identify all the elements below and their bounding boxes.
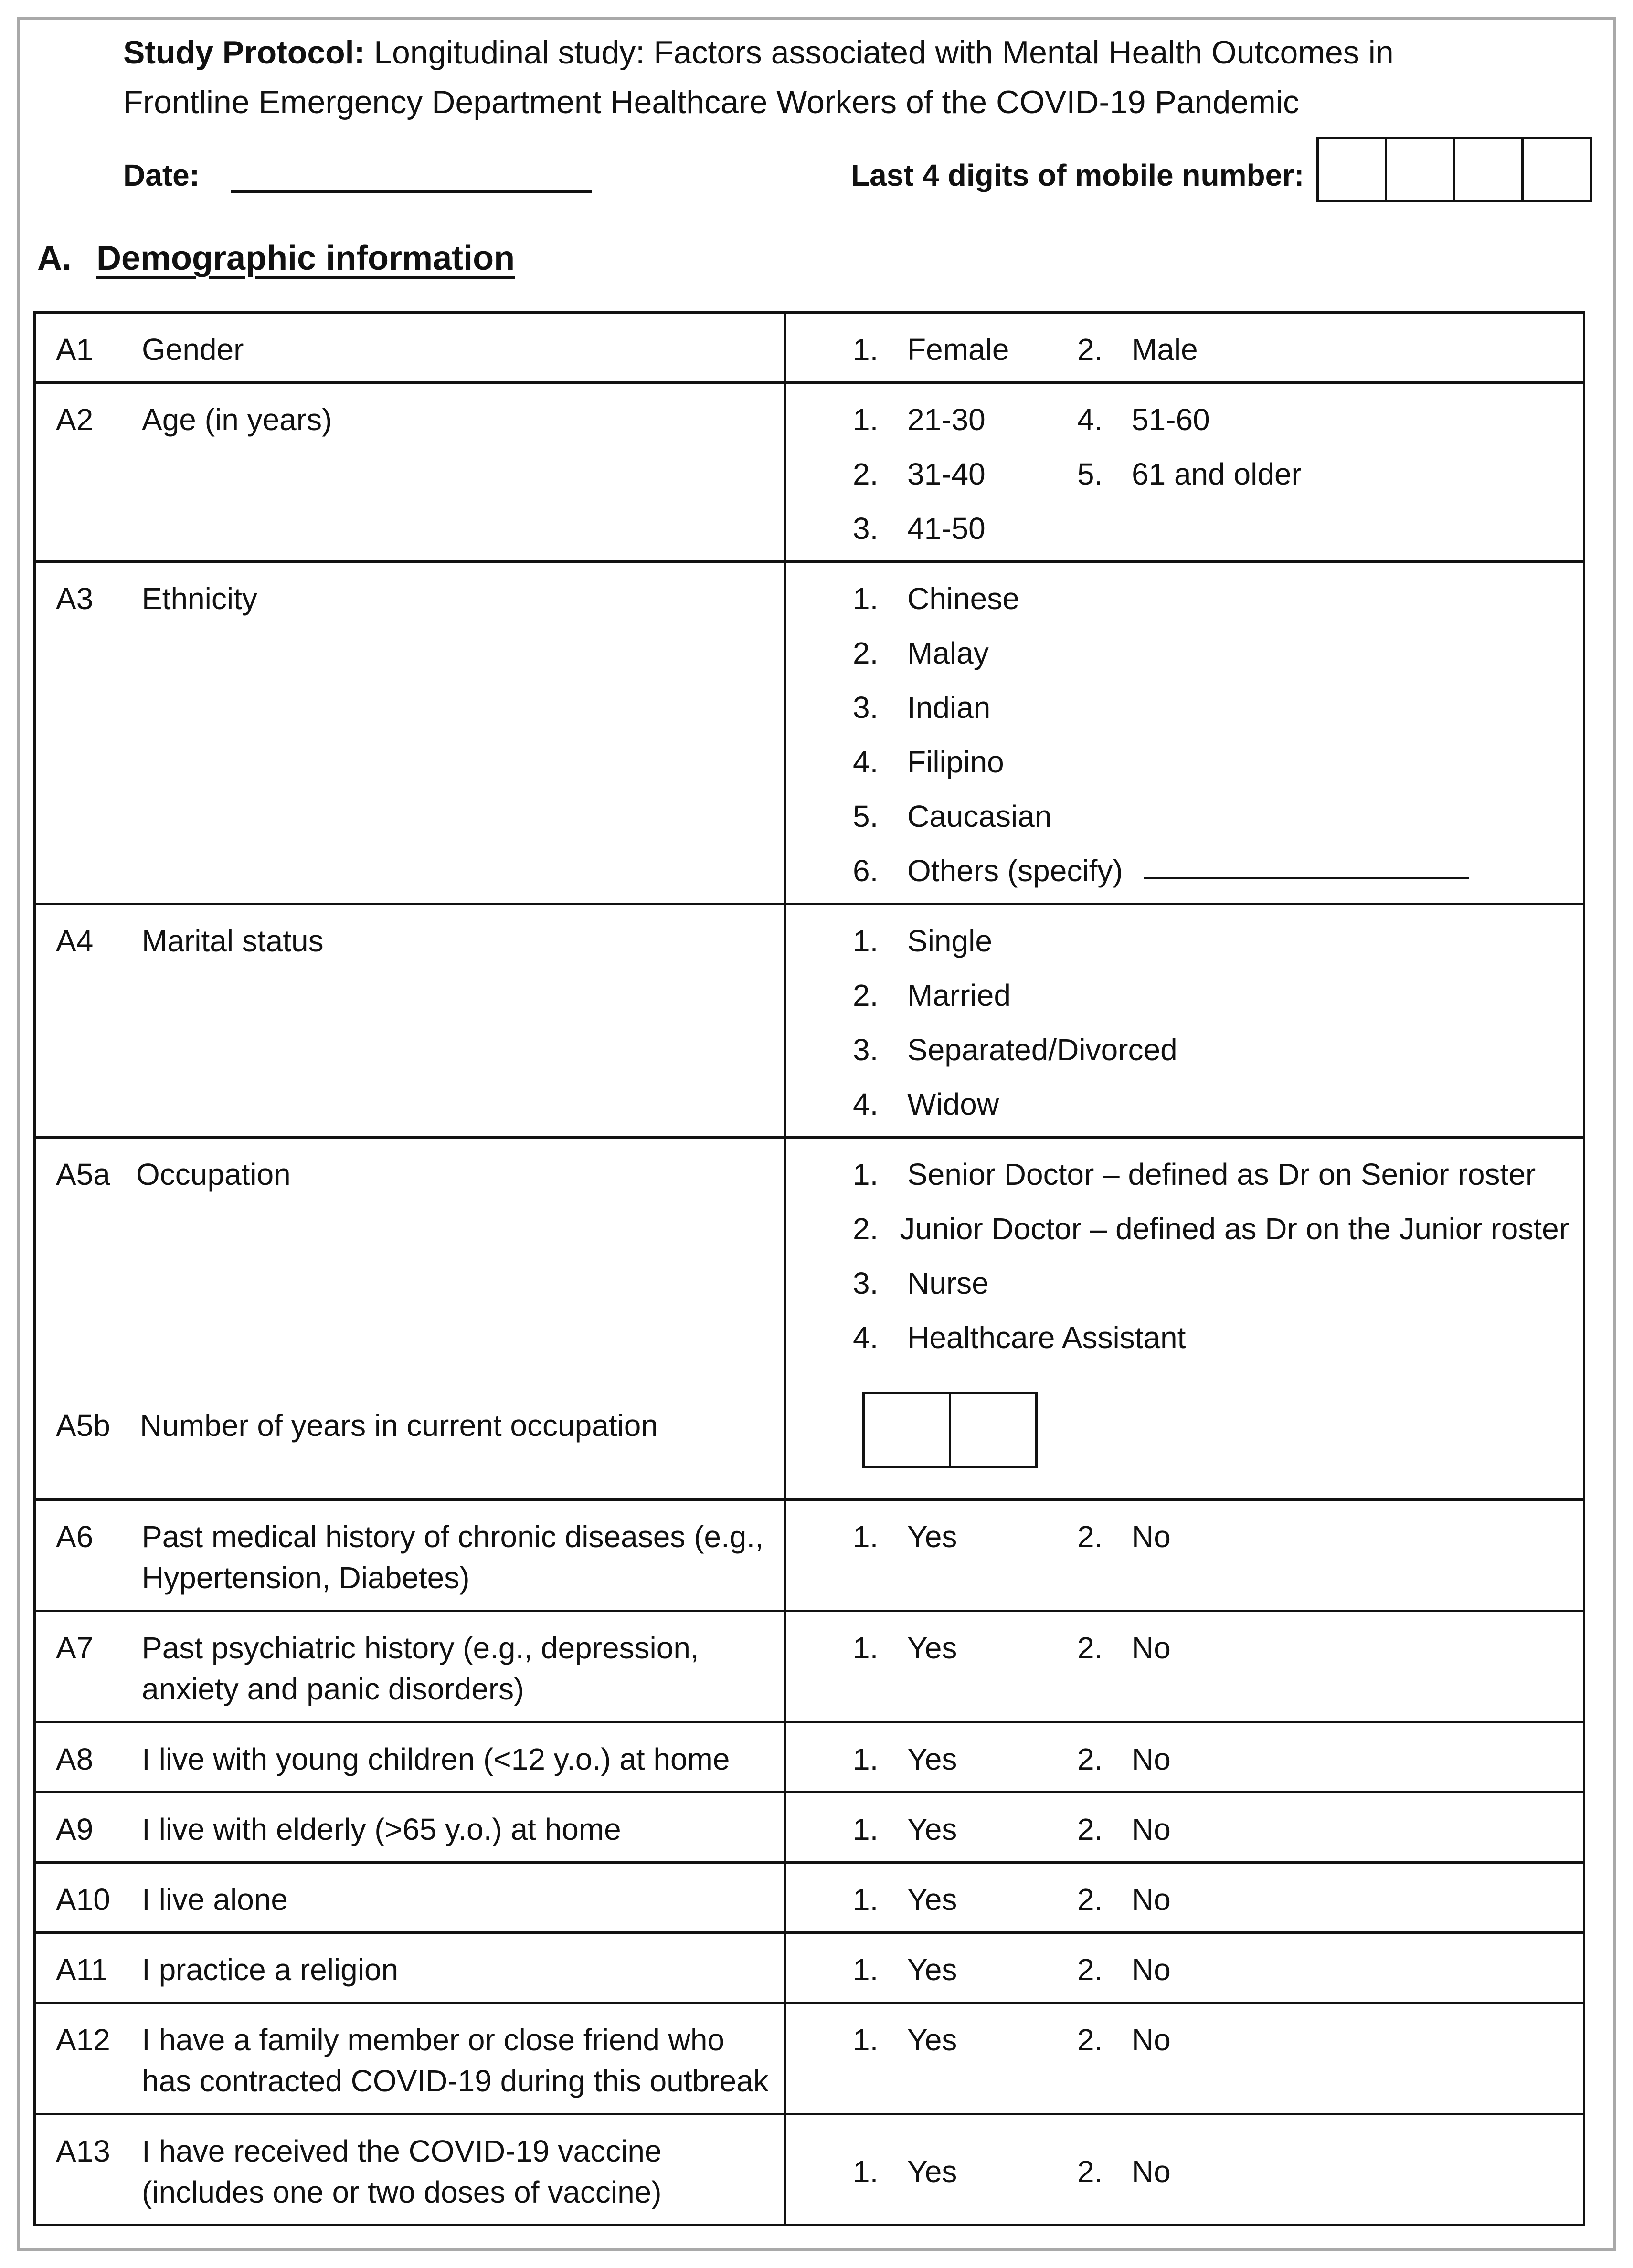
question-id: A12 — [56, 2023, 110, 2057]
question-text: Number of years in current occupation — [140, 1408, 658, 1443]
question-text: I live alone — [142, 1882, 288, 1917]
table-row — [35, 562, 1584, 904]
option[interactable]: 1. Chinese — [853, 581, 1019, 616]
option[interactable]: 3. Separated/Divorced — [853, 1033, 1177, 1067]
option[interactable]: 3. Nurse — [853, 1266, 989, 1300]
yes-option[interactable]: 1. Yes — [853, 1882, 957, 1917]
no-option[interactable]: 2. No — [1077, 1742, 1171, 1776]
question-text: Age (in years) — [142, 402, 332, 437]
question-text: Gender — [142, 332, 244, 367]
others-specify-field[interactable] — [1144, 850, 1469, 879]
option[interactable]: 4. Filipino — [853, 745, 1004, 779]
option[interactable]: 3. Indian — [853, 690, 991, 725]
question-id: A1 — [56, 332, 94, 367]
title-line-2: Frontline Emergency Department Healthcare Workers of the COVID-19 Pandemic — [123, 84, 1299, 120]
no-option[interactable]: 2. No — [1077, 1952, 1171, 1987]
question-text: I practice a religion — [142, 1952, 399, 1987]
question-text: I live with elderly (>65 y.o.) at home — [142, 1812, 621, 1846]
option[interactable]: 1. Female — [853, 332, 1009, 367]
question-text: I have received the COVID-19 vaccine (includes one or two doses of vaccine) — [142, 2134, 662, 2209]
question-text: Occupation — [136, 1157, 291, 1192]
digit-box[interactable] — [1524, 139, 1590, 200]
mobile-digits-input[interactable] — [1316, 137, 1592, 202]
yes-option[interactable]: 1. Yes — [853, 1519, 957, 1554]
no-option[interactable]: 2. No — [1077, 2023, 1171, 2057]
date-field[interactable] — [231, 190, 592, 193]
option[interactable]: 4. Widow — [853, 1087, 999, 1121]
option[interactable]: 2. Male — [1077, 332, 1198, 367]
yes-option[interactable]: 1. Yes — [853, 2154, 957, 2189]
no-option[interactable]: 2. No — [1077, 1519, 1171, 1554]
title-line-1: Longitudinal study: Factors associated with Mental Health Outcomes in — [374, 34, 1394, 71]
protocol-label: Study Protocol: — [123, 34, 365, 71]
no-option[interactable]: 2. No — [1077, 1631, 1171, 1665]
option[interactable]: 2. 31-40 — [853, 457, 986, 491]
option[interactable]: 6. Others (specify) — [853, 850, 1569, 891]
mobile-digits-label: Last 4 digits of mobile number: — [851, 158, 1304, 192]
table-row — [35, 1933, 1584, 2003]
question-id: A2 — [56, 402, 94, 437]
option[interactable]: 2. Malay — [853, 636, 989, 670]
yes-option[interactable]: 1. Yes — [853, 1812, 957, 1846]
question-id: A5b — [56, 1408, 110, 1443]
section-title: Demographic information — [96, 239, 515, 277]
question-id: A11 — [56, 1952, 108, 1987]
question-text: Past psychiatric history (e.g., depression, anxiety and panic disorders) — [142, 1631, 699, 1706]
yes-option[interactable]: 1. Yes — [853, 1631, 957, 1665]
yes-option[interactable]: 1. Yes — [853, 1742, 957, 1776]
table-row — [35, 1500, 1584, 1611]
question-id: A3 — [56, 581, 94, 616]
section-heading — [37, 239, 515, 278]
years-input[interactable] — [862, 1392, 1038, 1468]
question-text: I have a family member or close friend who has contracted COVID-19 during this outbreak — [142, 2023, 769, 2098]
question-text: Past medical history of chronic diseases (e.g., Hypertension, Diabetes) — [142, 1519, 763, 1595]
table-row — [35, 1611, 1584, 1722]
date-label: Date: — [123, 158, 200, 192]
table-row — [35, 1138, 1584, 1500]
question-id: A5a — [56, 1157, 110, 1192]
table-row — [35, 2114, 1584, 2226]
digit-box[interactable] — [1455, 139, 1524, 200]
question-id: A9 — [56, 1812, 94, 1846]
digit-box[interactable] — [951, 1394, 1035, 1466]
digit-box[interactable] — [1319, 139, 1387, 200]
table-row — [35, 2003, 1584, 2114]
table-row — [35, 904, 1584, 1138]
question-id: A8 — [56, 1742, 94, 1776]
option[interactable]: 3. 41-50 — [853, 511, 986, 546]
table-row — [35, 1722, 1584, 1793]
table-row — [35, 383, 1584, 562]
question-text: Ethnicity — [142, 581, 257, 616]
yes-option[interactable]: 1. Yes — [853, 2023, 957, 2057]
table-row — [35, 1863, 1584, 1933]
option[interactable]: 1. Single — [853, 924, 992, 958]
question-id: A6 — [56, 1519, 94, 1554]
question-id: A13 — [56, 2134, 110, 2168]
digit-box[interactable] — [1387, 139, 1455, 200]
question-id: A7 — [56, 1631, 94, 1665]
option[interactable]: 2. Married — [853, 978, 1011, 1013]
option[interactable]: 1. Senior Doctor – defined as Dr on Senior roster — [853, 1157, 1536, 1192]
table-row — [35, 313, 1584, 383]
option[interactable]: 1. 21-30 — [853, 402, 986, 437]
option[interactable]: 2. Junior Doctor – defined as Dr on the Junior roster — [853, 1212, 1569, 1246]
question-id: A10 — [56, 1882, 110, 1917]
option[interactable]: 4. Healthcare Assistant — [853, 1320, 1186, 1355]
document-title — [123, 28, 1508, 127]
question-id: A4 — [56, 924, 94, 958]
table-row — [35, 1793, 1584, 1863]
no-option[interactable]: 2. No — [1077, 2154, 1171, 2189]
section-letter: A. — [37, 239, 72, 277]
question-text: I live with young children (<12 y.o.) at home — [142, 1742, 730, 1776]
option[interactable]: 5. Caucasian — [853, 799, 1052, 833]
option[interactable]: 5. 61 and older — [1077, 457, 1302, 491]
demographics-table — [33, 311, 1585, 2226]
option[interactable]: 4. 51-60 — [1077, 402, 1210, 437]
yes-option[interactable]: 1. Yes — [853, 1952, 957, 1987]
no-option[interactable]: 2. No — [1077, 1812, 1171, 1846]
question-text: Marital status — [142, 924, 324, 958]
no-option[interactable]: 2. No — [1077, 1882, 1171, 1917]
digit-box[interactable] — [865, 1394, 951, 1466]
sub-question — [36, 1405, 784, 1446]
